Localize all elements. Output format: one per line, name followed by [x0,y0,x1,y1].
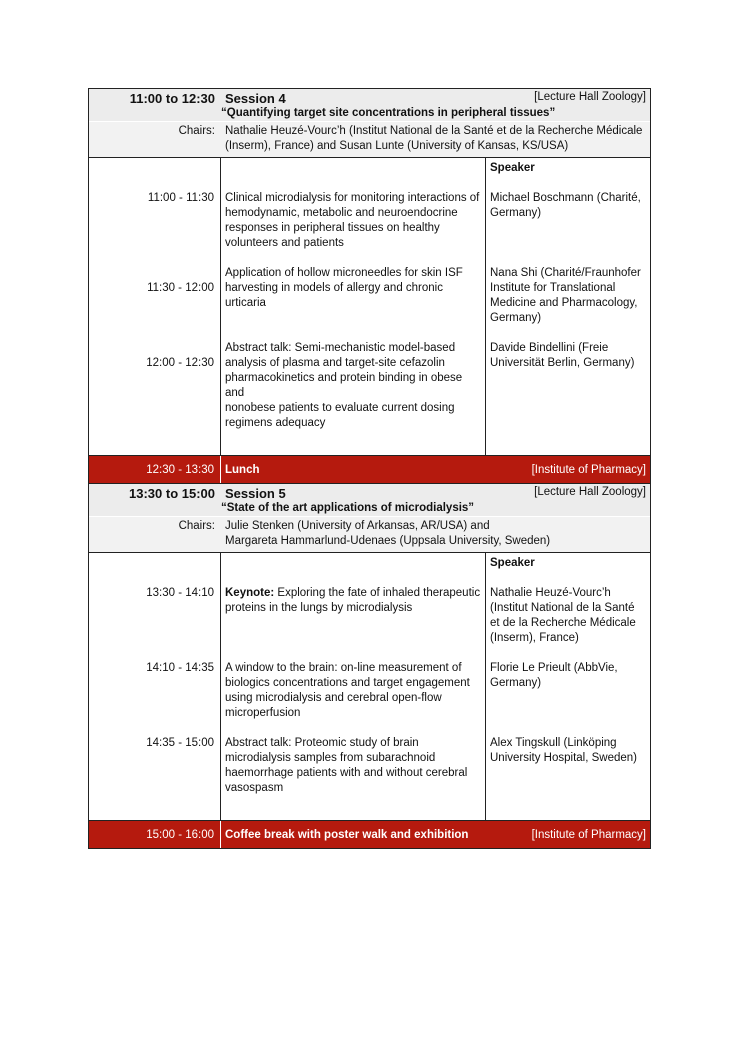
session-title: Session 5 [225,486,286,501]
speaker: Nana Shi (Charité/Fraunhofer Institute for Translational Medicine and Pharmacology, Germany) [490,267,641,324]
coffee-time: 15:00 - 16:00 [89,821,221,848]
chairs-line: Margareta Hammarlund-Udenaes (Uppsala University, Sweden) [225,535,551,547]
session-time: 13:30 to 15:00 [129,486,215,501]
speaker: Florie Le Prieult (AbbVie, Germany) [490,662,618,689]
session-time: 11:00 to 12:30 [129,91,215,106]
lunch-label: Lunch [225,463,260,476]
speaker: Nathalie Heuzé-Vourc’h (Institut National de la Santé et de la Recherche Médicale (Inserm), France) [490,587,636,644]
session-4-chairs [89,121,650,157]
session-5-header [89,483,650,516]
session-5-talks [89,552,650,820]
talk-title: Application of hollow microneedles for skin ISF harvesting in models of allergy and chronic urticaria [225,267,463,309]
lunch-row [89,455,650,483]
session-location: [Lecture Hall Zoology] [534,486,646,498]
talk-title: Abstract talk: Semi-mechanistic model-based analysis of plasma and target-site cefazolin pharmacokinetics and protein binding in obese and nonobese patients to evaluate current dosing regimens adequacy [225,342,463,429]
speaker-header: Speaker [490,162,535,174]
talk-time: 11:30 - 12:00 [147,282,214,294]
session-location: [Lecture Hall Zoology] [534,91,646,103]
chairs-label: Chairs: [178,125,215,137]
speaker: Davide Bindellini (Freie Universität Berlin, Germany) [490,342,635,369]
coffee-row [89,820,650,848]
talk-title: Abstract talk: Proteomic study of brain microdialysis samples from subarachnoid haemorrhage patients with and without cerebral vasospasm [225,737,468,794]
talk-title: A window to the brain: on-line measurement of biologics concentrations and target engagement using microdialysis and cerebral open-flow microperfusion [225,662,470,719]
chairs-line: (Inserm), France) and Susan Lunte (University of Kansas, KS/USA) [225,140,569,152]
session-subtitle: “State of the art applications of microdialysis” [221,502,475,514]
speaker: Alex Tingskull (Linköping University Hospital, Sweden) [490,737,638,764]
coffee-label: Coffee break with poster walk and exhibition [225,828,469,841]
talk-time: 13:30 - 14:10 [146,587,214,599]
chairs-label: Chairs: [178,520,215,532]
speaker-header: Speaker [490,557,535,569]
talk-title: Keynote: Exploring the fate of inhaled therapeutic proteins in the lungs by microdialysis [225,587,481,614]
talk-title: Clinical microdialysis for monitoring interactions of hemodynamic, metabolic and neuroendocrine responses in peripheral tissues on healthy volunteers and patients [225,192,480,249]
speaker: Michael Boschmann (Charité, Germany) [490,192,641,219]
lunch-location: [Institute of Pharmacy] [531,463,646,476]
talk-time: 14:10 - 14:35 [146,662,214,674]
talk-time: 11:00 - 11:30 [147,192,214,204]
talk-time: 14:35 - 15:00 [146,737,214,749]
lunch-time: 12:30 - 13:30 [89,456,221,483]
session-subtitle: “Quantifying target site concentrations in peripheral tissues” [221,107,556,119]
coffee-location: [Institute of Pharmacy] [531,828,646,841]
chairs-line: Nathalie Heuzé-Vourc’h (Institut National de la Santé et de la Recherche Médicale [225,125,643,137]
session-5-chairs [89,516,650,552]
talk-time: 12:00 - 12:30 [146,357,214,369]
session-title: Session 4 [225,91,286,106]
chairs-line: Julie Stenken (University of Arkansas, AR/USA) and [225,520,490,532]
session-4-header [89,89,650,121]
program-table [88,88,651,849]
session-4-talks [89,157,650,455]
